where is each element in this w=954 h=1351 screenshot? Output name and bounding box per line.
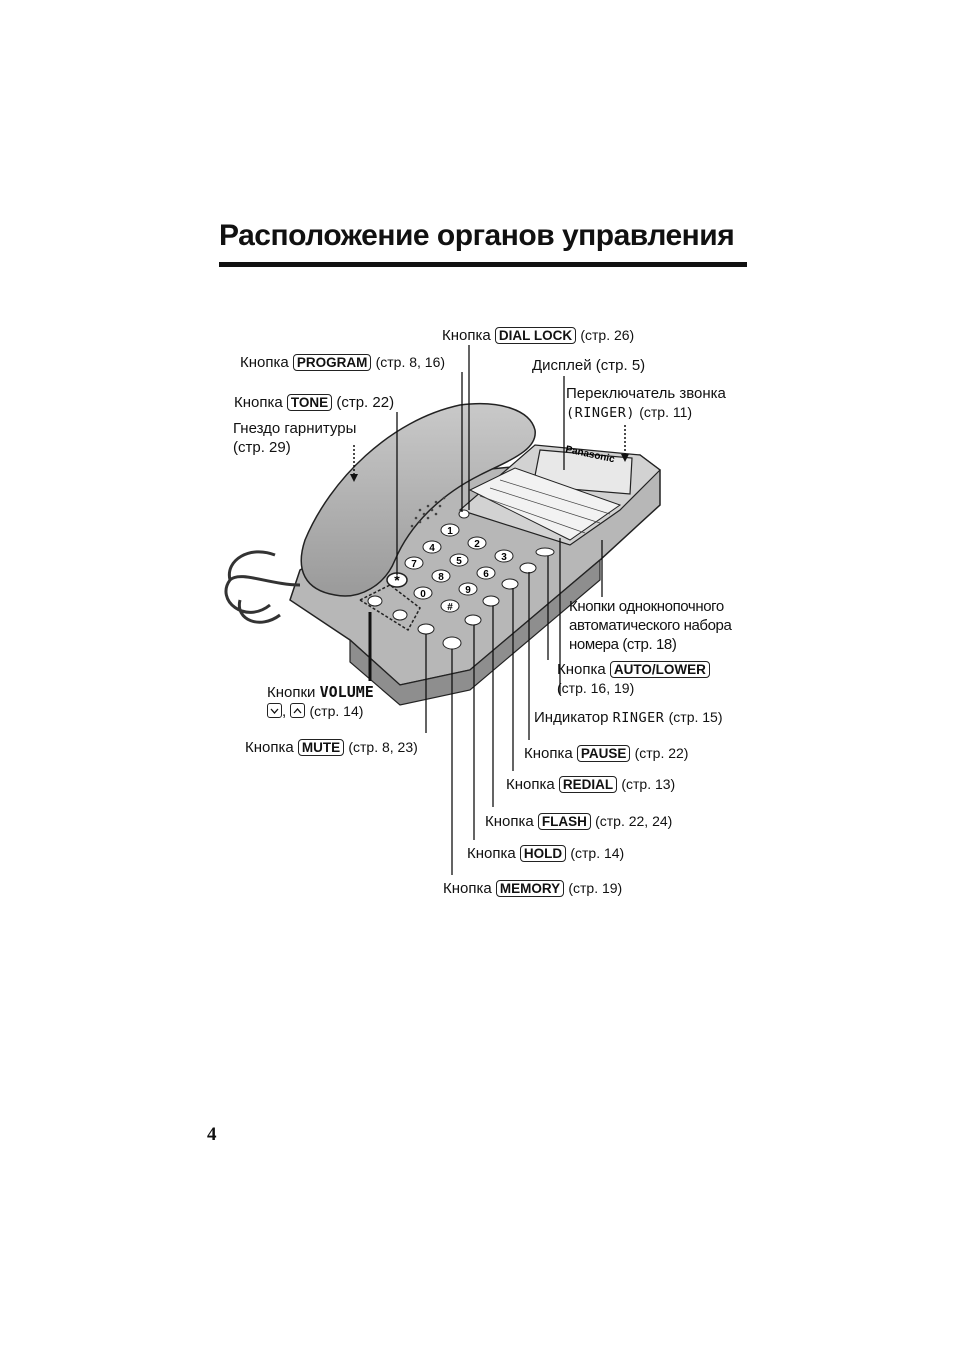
key-8: 8 [438, 572, 444, 583]
label-memory: Кнопка MEMORY (стр. 19) [443, 880, 623, 897]
redial-key: REDIAL [559, 776, 617, 793]
label-display: Дисплей (стр. 5) [532, 357, 646, 374]
dial-lock-key: DIAL LOCK [495, 327, 576, 344]
hold-key: HOLD [520, 845, 566, 862]
page-title: Расположение органов управления [219, 219, 735, 252]
volume-up-icon [290, 703, 305, 718]
key-6: 6 [483, 569, 489, 580]
key-7: 7 [411, 559, 417, 570]
flash-key: FLASH [538, 813, 591, 830]
label-flash: Кнопка FLASH (стр. 22, 24) [485, 813, 673, 830]
brand-logo: Panasonic [564, 444, 616, 466]
label-auto-lower: Кнопка AUTO/LOWER (стр. 16, 19) [557, 660, 710, 698]
label-volume: Кнопки VOLUME , (стр. 14) [267, 683, 374, 720]
key-9: 9 [465, 585, 471, 596]
volume-down-icon [267, 703, 282, 718]
label-redial: Кнопка REDIAL (стр. 13) [506, 776, 676, 793]
key-3: 3 [501, 552, 507, 563]
key-4: 4 [429, 543, 435, 554]
memory-key: MEMORY [496, 880, 564, 897]
auto-lower-key: AUTO/LOWER [610, 661, 710, 678]
mute-key: MUTE [298, 739, 344, 756]
page-number: 4 [207, 1124, 217, 1145]
label-ringer-indicator: Индикатор RINGER (стр. 15) [534, 709, 723, 726]
key-hash: # [447, 602, 453, 613]
label-mute: Кнопка MUTE (стр. 8, 23) [245, 739, 418, 756]
label-pause: Кнопка PAUSE (стр. 22) [524, 745, 689, 762]
label-tone: Кнопка TONE (стр. 22) [234, 394, 395, 411]
label-dial-lock: Кнопка DIAL LOCK (стр. 26) [442, 327, 635, 344]
tone-key: TONE [287, 394, 332, 411]
label-headset: Гнездо гарнитуры (стр. 29) [233, 420, 357, 456]
label-one-touch: Кнопки однокнопочного автоматического набора номера (стр. 18) [569, 598, 732, 653]
label-program: Кнопка PROGRAM (стр. 8, 16) [240, 354, 446, 371]
pause-key: PAUSE [577, 745, 631, 762]
label-hold: Кнопка HOLD (стр. 14) [467, 845, 625, 862]
key-0: 0 [420, 589, 426, 600]
label-ringer-switch: Переключатель звонка (RINGER) (стр. 11) [566, 385, 726, 421]
key-5: 5 [456, 556, 462, 567]
program-key: PROGRAM [293, 354, 372, 371]
key-2: 2 [474, 539, 480, 550]
key-1: 1 [447, 526, 453, 537]
key-star: * [394, 572, 400, 588]
